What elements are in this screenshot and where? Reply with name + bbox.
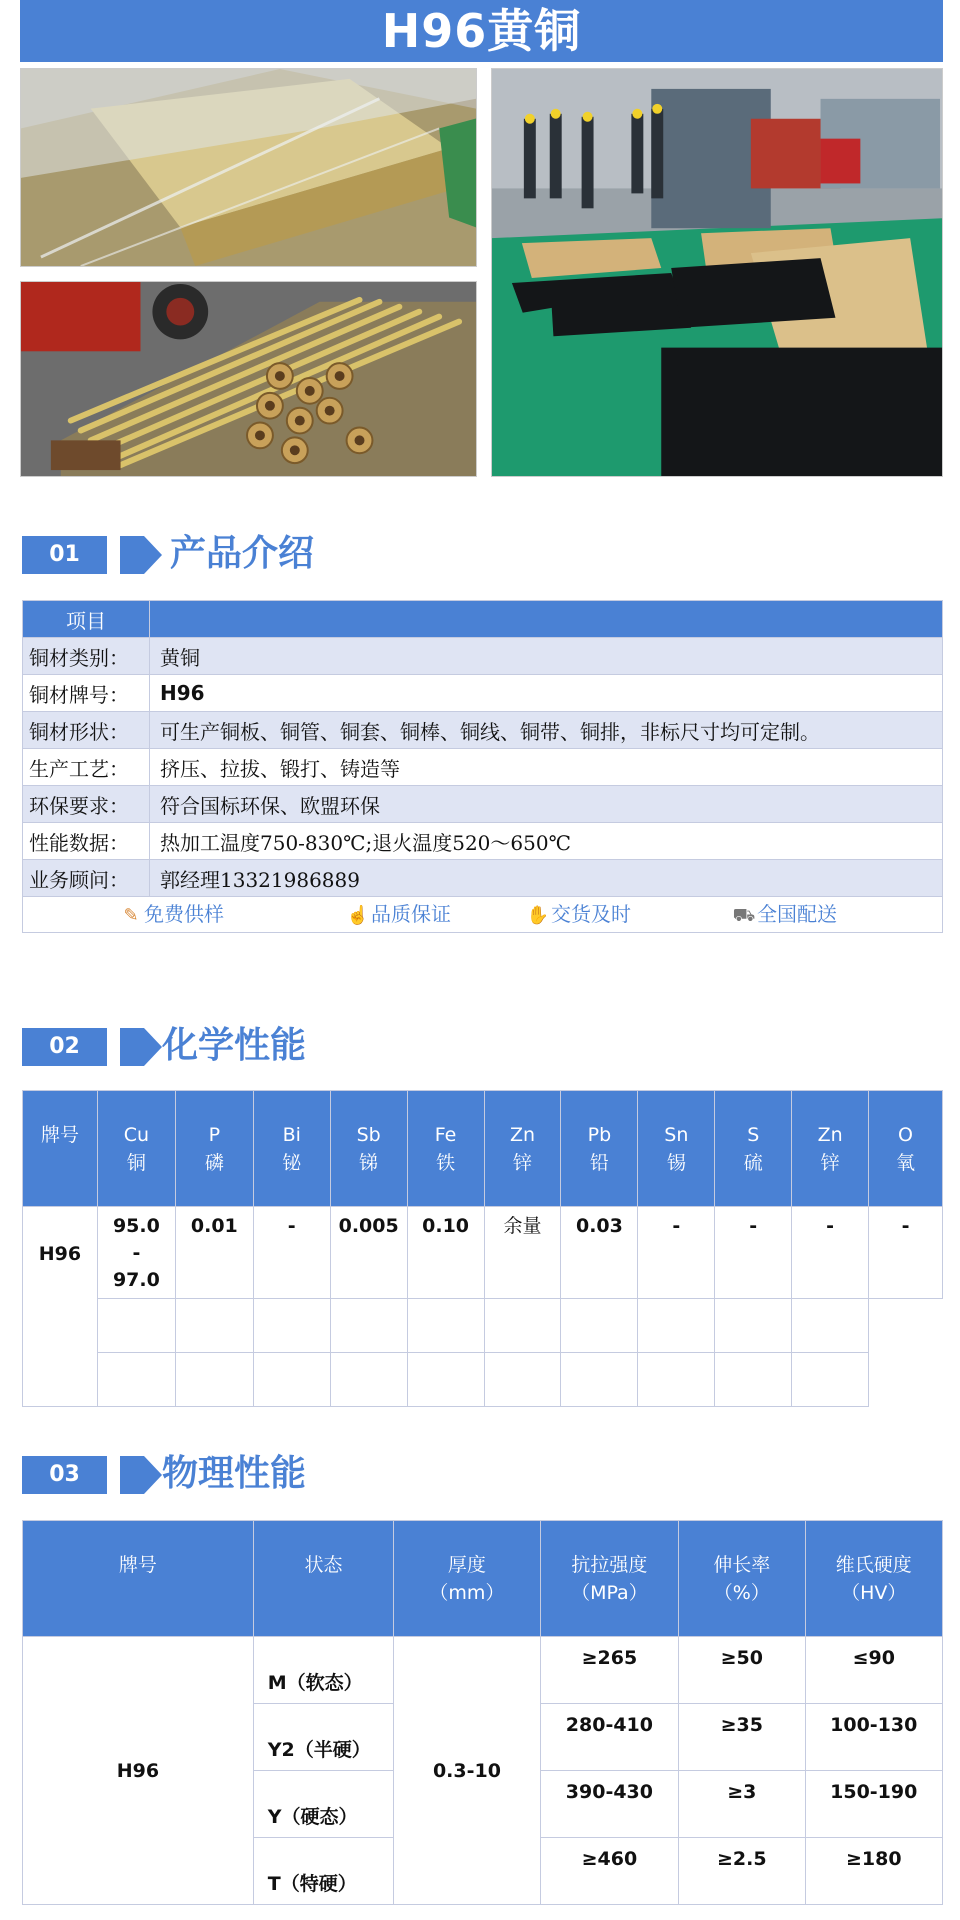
value-cell: 0.01	[175, 1207, 253, 1299]
column-header: 伸长率 （%）	[679, 1521, 805, 1637]
page-title: H96黄铜	[20, 0, 943, 62]
column-header	[561, 1091, 638, 1207]
tensile-cell: ≥460	[540, 1838, 678, 1905]
hardness-cell: ≥180	[805, 1838, 942, 1905]
column-header: 抗拉强度 （MPa）	[540, 1521, 678, 1637]
table-header-item: 项目	[23, 601, 150, 638]
chevron-right-icon	[120, 1456, 162, 1494]
elongation-cell: ≥50	[679, 1637, 805, 1704]
thumbs-up-icon: ☝	[346, 905, 370, 926]
value-cell: 95.0 - 97.0	[97, 1207, 175, 1299]
section-number: 02	[22, 1028, 107, 1066]
value-cell: -	[869, 1207, 943, 1299]
table-row	[23, 638, 943, 675]
row-value: 挤压、拉拔、锻打、铸造等	[150, 749, 943, 786]
feature-free-sample	[118, 896, 224, 933]
element-symbol: Zn	[509, 1124, 536, 1146]
column-header	[638, 1091, 715, 1207]
hardness-cell: ≤90	[805, 1637, 942, 1704]
physical-table	[22, 1520, 943, 1905]
column-header	[792, 1091, 869, 1207]
hardness-cell: 100-130	[805, 1704, 942, 1771]
truck-icon: ⛟	[732, 905, 756, 926]
element-symbol: P	[208, 1124, 221, 1146]
table-row	[23, 823, 943, 860]
grade-cell: H96	[23, 1637, 254, 1905]
table-row	[23, 675, 943, 712]
value-cell: -	[715, 1207, 792, 1299]
column-header	[330, 1091, 407, 1207]
element-symbol: O	[898, 1124, 913, 1146]
feature-label: 免费供样	[144, 902, 224, 926]
row-value: H96	[150, 675, 943, 712]
section-title: 产品介绍	[170, 533, 315, 574]
column-header: 状态	[253, 1521, 393, 1637]
element-name: 铋	[282, 1152, 302, 1174]
value-cell: 0.03	[561, 1207, 638, 1299]
feature-label: 品质保证	[371, 902, 451, 926]
feature-label: 全国配送	[757, 902, 837, 926]
column-header: 厚度 （mm）	[394, 1521, 540, 1637]
column-header	[97, 1091, 175, 1207]
column-header	[175, 1091, 253, 1207]
row-label: 生产工艺：	[23, 749, 150, 786]
element-symbol: S	[747, 1124, 760, 1146]
feature-strip	[22, 896, 943, 933]
table-header-row	[23, 1521, 943, 1637]
chevron-right-icon	[120, 536, 162, 574]
chemical-table	[22, 1090, 943, 1407]
elongation-cell: ≥2.5	[679, 1838, 805, 1905]
feature-delivery	[525, 896, 631, 933]
element-name: 铅	[589, 1152, 609, 1174]
value-cell: -	[638, 1207, 715, 1299]
row-value: 黄铜	[150, 638, 943, 675]
table-row	[23, 1637, 943, 1704]
row-label: 铜材类别：	[23, 638, 150, 675]
element-symbol: 牌号	[40, 1124, 79, 1146]
state-cell: M（软态）	[253, 1637, 393, 1704]
table-row	[23, 786, 943, 823]
table-row	[23, 712, 943, 749]
section-title: 化学性能	[162, 1025, 307, 1066]
section-header-physical	[22, 1452, 382, 1496]
column-header: 牌号	[23, 1521, 254, 1637]
row-label: 铜材牌号：	[23, 675, 150, 712]
section-number: 03	[22, 1456, 107, 1494]
feature-quality	[345, 896, 451, 933]
handshake-icon: ✋	[526, 905, 550, 926]
element-symbol: Pb	[587, 1124, 612, 1146]
grade-cell: H96	[23, 1207, 98, 1407]
table-row	[23, 749, 943, 786]
section-number: 01	[22, 536, 107, 574]
row-value: 郭经理13321986889	[150, 860, 943, 897]
elongation-cell: ≥35	[679, 1704, 805, 1771]
row-value: 热加工温度750-830℃;退火温度520～650℃	[150, 823, 943, 860]
table-row	[23, 1299, 943, 1353]
table-row	[23, 1353, 943, 1407]
tensile-cell: 280-410	[540, 1704, 678, 1771]
value-cell: -	[792, 1207, 869, 1299]
photo-brass-rods-tubes	[20, 281, 477, 477]
element-name: 氧	[896, 1152, 916, 1174]
section-header-product-intro	[22, 532, 382, 576]
state-cell: T（特硬）	[253, 1838, 393, 1905]
element-name: 锌	[820, 1152, 840, 1174]
hardness-cell: 150-190	[805, 1771, 942, 1838]
photo-factory-floor	[491, 68, 943, 477]
pen-icon: ✎	[123, 905, 139, 926]
row-label: 环保要求：	[23, 786, 150, 823]
column-header	[715, 1091, 792, 1207]
feature-label: 交货及时	[551, 902, 631, 926]
element-symbol: Zn	[817, 1124, 843, 1146]
row-value: 符合国标环保、欧盟环保	[150, 786, 943, 823]
element-name: 磷	[204, 1152, 224, 1174]
table-header-blank	[150, 601, 943, 638]
row-label: 性能数据：	[23, 823, 150, 860]
state-cell: Y（硬态）	[253, 1771, 393, 1838]
row-label: 业务顾问：	[23, 860, 150, 897]
element-symbol: Sb	[356, 1124, 381, 1146]
table-row	[23, 860, 943, 897]
element-symbol: Sn	[664, 1124, 689, 1146]
element-name: 铜	[126, 1152, 146, 1174]
tensile-cell: ≥265	[540, 1637, 678, 1704]
photo-brass-plate-wrapped	[20, 68, 477, 267]
value-cell: 0.10	[407, 1207, 484, 1299]
column-header: 维氏硬度 （HV）	[805, 1521, 942, 1637]
table-row	[23, 1207, 943, 1299]
column-header	[253, 1091, 330, 1207]
elongation-cell: ≥3	[679, 1771, 805, 1838]
value-cell: 余量	[484, 1207, 561, 1299]
product-intro-table	[22, 600, 943, 897]
thickness-cell: 0.3-10	[394, 1637, 540, 1905]
element-name: 锡	[666, 1152, 686, 1174]
element-name: 锌	[513, 1152, 533, 1174]
feature-shipping	[731, 896, 837, 933]
element-name: 硫	[743, 1152, 763, 1174]
element-symbol: Cu	[123, 1124, 150, 1146]
chevron-right-icon	[120, 1028, 162, 1066]
table-header-row	[23, 1091, 943, 1207]
element-name: 锑	[359, 1152, 379, 1174]
column-header	[484, 1091, 561, 1207]
tensile-cell: 390-430	[540, 1771, 678, 1838]
column-header	[23, 1091, 98, 1207]
element-name: 铁	[436, 1152, 456, 1174]
section-header-chemical	[22, 1024, 382, 1068]
column-header	[869, 1091, 943, 1207]
row-label: 铜材形状：	[23, 712, 150, 749]
element-symbol: Bi	[282, 1124, 301, 1146]
section-title: 物理性能	[162, 1453, 307, 1494]
element-symbol: Fe	[434, 1124, 457, 1146]
column-header	[407, 1091, 484, 1207]
row-value: 可生产铜板、铜管、铜套、铜棒、铜线、铜带、铜排，非标尺寸均可定制。	[150, 712, 943, 749]
state-cell: Y2（半硬）	[253, 1704, 393, 1771]
value-cell: 0.005	[330, 1207, 407, 1299]
value-cell: -	[253, 1207, 330, 1299]
